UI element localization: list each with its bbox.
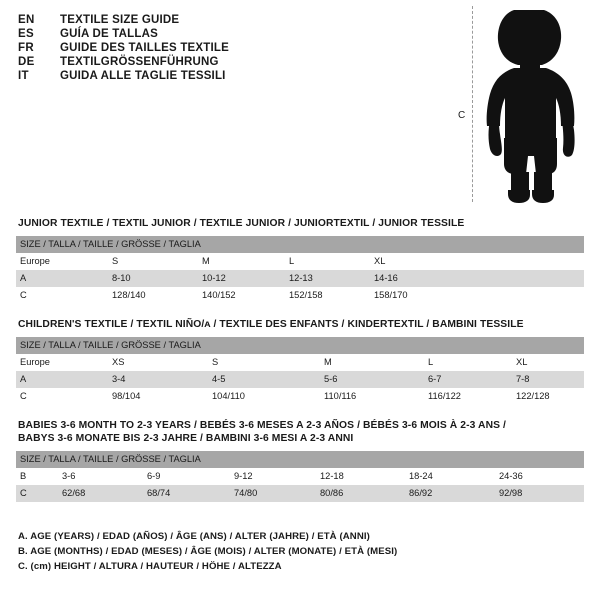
table-row (16, 371, 584, 388)
section-title-junior: JUNIOR TEXTILE / TEXTIL JUNIOR / TEXTILE JUNIOR / JUNIORTEXTIL / JUNIOR TESSILE (18, 218, 465, 229)
cell: 80/86 (316, 485, 405, 502)
cell: 9-12 (230, 468, 316, 485)
cell: 62/68 (58, 485, 143, 502)
cell: 18-24 (405, 468, 495, 485)
cell: 4-5 (208, 371, 320, 388)
table-row (16, 253, 584, 270)
cell: 12-18 (316, 468, 405, 485)
cell: 152/158 (285, 287, 370, 304)
cell: 158/170 (370, 287, 584, 304)
measurement-figure (450, 6, 590, 206)
language-code: DE (18, 56, 35, 68)
cell: 86/92 (405, 485, 495, 502)
table-babies (16, 451, 584, 502)
language-title-block (18, 14, 438, 84)
table-row (16, 270, 584, 287)
table-header-label: SIZE / TALLA / TAILLE / GRÖSSE / TAGLIA (16, 236, 584, 253)
language-code: EN (18, 14, 35, 26)
table-row (16, 485, 584, 502)
table-row (16, 451, 584, 468)
table-row (16, 337, 584, 354)
measure-label-c: C (458, 110, 466, 121)
cell: L (424, 354, 512, 371)
cell: 68/74 (143, 485, 230, 502)
row-label: Europe (16, 354, 108, 371)
cell: S (208, 354, 320, 371)
language-title: GUÍA DE TALLAS (60, 28, 158, 40)
height-guide-line (472, 6, 473, 202)
cell: S (108, 253, 198, 270)
cell: XL (512, 354, 584, 371)
cell: 6-7 (424, 371, 512, 388)
table-row (16, 354, 584, 371)
cell: 12-13 (285, 270, 370, 287)
toddler-silhouette-icon (484, 8, 590, 204)
language-row (18, 28, 438, 40)
section-title-babies-line1: BABIES 3-6 MONTH TO 2-3 YEARS / BEBÉS 3-6 MESES A 2-3 AÑOS / BÉBÉS 3-6 MOIS À 2-3 ANS / (18, 420, 506, 431)
language-code: FR (18, 42, 34, 54)
row-label: A (16, 371, 108, 388)
cell: 74/80 (230, 485, 316, 502)
footnote-a: A. AGE (YEARS) / EDAD (AÑOS) / ÂGE (ANS) / ALTER (JAHRE) / ETÀ (ANNI) (18, 531, 370, 542)
table-row (16, 388, 584, 405)
cell: 6-9 (143, 468, 230, 485)
row-label: C (16, 485, 58, 502)
cell: 10-12 (198, 270, 285, 287)
cell: 110/116 (320, 388, 424, 405)
row-label: A (16, 270, 108, 287)
cell: 24-36 (495, 468, 584, 485)
language-title: GUIDE DES TAILLES TEXTILE (60, 42, 229, 54)
language-title: GUIDA ALLE TAGLIE TESSILI (60, 70, 226, 82)
row-label: B (16, 468, 58, 485)
cell: 5-6 (320, 371, 424, 388)
cell: 14-16 (370, 270, 584, 287)
table-row (16, 236, 584, 253)
language-row (18, 14, 438, 26)
table-children (16, 337, 584, 405)
cell: M (198, 253, 285, 270)
cell: 116/122 (424, 388, 512, 405)
cell: L (285, 253, 370, 270)
language-title: TEXTILGRÖSSENFÜHRUNG (60, 56, 219, 68)
row-label: Europe (16, 253, 108, 270)
cell: 7-8 (512, 371, 584, 388)
footnote-c: C. (cm) HEIGHT / ALTURA / HAUTEUR / HÖHE / ALTEZZA (18, 561, 282, 572)
row-label: C (16, 287, 108, 304)
cell: 3-6 (58, 468, 143, 485)
cell: 92/98 (495, 485, 584, 502)
cell: 104/110 (208, 388, 320, 405)
language-row (18, 42, 438, 54)
cell: M (320, 354, 424, 371)
footnote-b: B. AGE (MONTHS) / EDAD (MESES) / ÂGE (MOIS) / ALTER (MONATE) / ETÀ (MESI) (18, 546, 398, 557)
cell: 122/128 (512, 388, 584, 405)
language-title: TEXTILE SIZE GUIDE (60, 14, 180, 26)
cell: 8-10 (108, 270, 198, 287)
language-row (18, 56, 438, 68)
cell: XL (370, 253, 584, 270)
table-row (16, 468, 584, 485)
language-row (18, 70, 438, 82)
table-row (16, 287, 584, 304)
table-header-label: SIZE / TALLA / TAILLE / GRÖSSE / TAGLIA (16, 337, 584, 354)
language-code: IT (18, 70, 29, 82)
section-title-babies-line2: BABYS 3-6 MONATE BIS 2-3 JAHRE / BAMBINI 3-6 MESI A 2-3 ANNI (18, 432, 354, 444)
table-junior (16, 236, 584, 304)
section-title-children: CHILDREN'S TEXTILE / TEXTIL NIÑO/ᴀ / TEXTILE DES ENFANTS / KINDERTEXTIL / BAMBINI TESSILE (18, 319, 524, 330)
cell: XS (108, 354, 208, 371)
table-header-label: SIZE / TALLA / TAILLE / GRÖSSE / TAGLIA (16, 451, 584, 468)
cell: 128/140 (108, 287, 198, 304)
cell: 3-4 (108, 371, 208, 388)
footnotes (18, 531, 578, 576)
cell: 98/104 (108, 388, 208, 405)
row-label: C (16, 388, 108, 405)
cell: 140/152 (198, 287, 285, 304)
section-title-babies (18, 420, 506, 445)
language-code: ES (18, 28, 34, 40)
